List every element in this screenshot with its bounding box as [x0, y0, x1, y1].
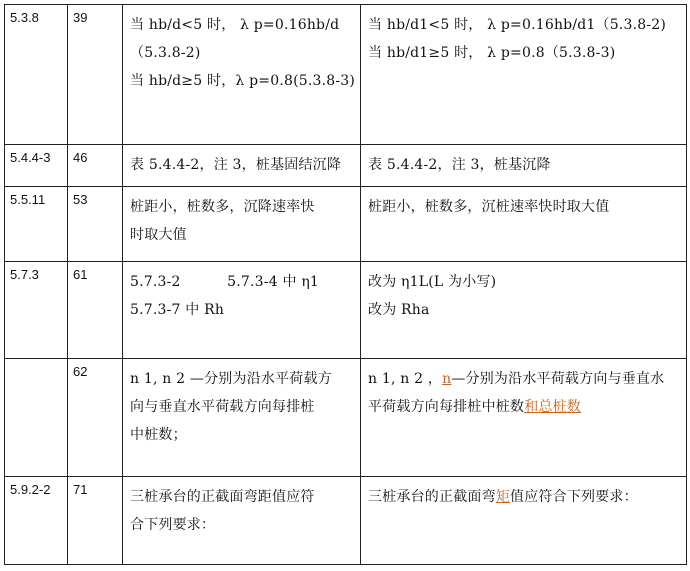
inserted-text: n — [442, 371, 452, 387]
clause-cell — [5, 359, 68, 477]
page-cell — [68, 477, 123, 565]
corrected-text-cell — [361, 359, 687, 477]
corrected-text: —分别为沿水平荷载方向与垂直水平荷载方向每排桩中桩数 — [368, 371, 665, 415]
table-row — [5, 187, 687, 262]
corrected-text-cell — [361, 262, 687, 359]
original-text-cell — [123, 477, 361, 565]
clause-number: 5.3.8 — [10, 10, 39, 25]
clause-cell — [5, 477, 68, 565]
corrected-text-cell — [361, 145, 687, 187]
original-text-cell — [123, 262, 361, 359]
clause-cell — [5, 145, 68, 187]
original-text-cell — [123, 187, 361, 262]
corrected-text-cell — [361, 187, 687, 262]
table-row — [5, 5, 687, 145]
page-cell — [68, 187, 123, 262]
clause-number: 5.5.11 — [10, 192, 46, 207]
original-line: 5.7.3-7 中 Rh — [130, 302, 225, 318]
corrected-text: 值应符合下列要求： — [510, 489, 638, 505]
page-number: 39 — [73, 10, 88, 25]
original-line: 中桩数； — [130, 427, 187, 443]
page-cell — [68, 359, 123, 477]
clause-number: 5.7.3 — [10, 267, 39, 282]
table-row — [5, 262, 687, 359]
clause-cell — [5, 5, 68, 145]
original-line: 时取大值 — [130, 227, 187, 243]
original-text-cell — [123, 359, 361, 477]
page-cell — [68, 145, 123, 187]
page-cell — [68, 262, 123, 359]
table-row — [5, 145, 687, 187]
page-number: 61 — [73, 267, 88, 282]
original-line: 桩距小，桩数多，沉降速率快 — [130, 199, 315, 215]
inserted-text: 矩 — [495, 489, 511, 505]
original-text-cell — [123, 5, 361, 145]
page-cell — [68, 5, 123, 145]
original-line: n 1, n 2 —分别为沿水平荷载方 — [130, 371, 332, 387]
original-line: 5.7.3-2 5.7.3-4 中 η1 — [130, 274, 320, 290]
page-number: 46 — [73, 150, 88, 165]
clause-number: 5.4.4-3 — [10, 150, 51, 165]
corrected-line: 改为 Rha — [368, 302, 430, 318]
corrected-line: 改为 η1L(L 为小写) — [368, 274, 497, 290]
corrected-text-cell — [361, 477, 687, 565]
original-line: 表 5.4.4-2，注 3，桩基固结沉降 — [130, 157, 342, 173]
clause-cell — [5, 187, 68, 262]
corrected-text: n 1, n 2 ， — [368, 371, 443, 387]
original-line: 三桩承台的正截面弯距值应符 — [130, 489, 315, 505]
clause-cell — [5, 262, 68, 359]
original-line: 合下列要求： — [130, 517, 216, 533]
original-line: （5.3.8-2) — [130, 45, 201, 61]
clause-number — [5, 359, 67, 364]
original-line: 向与垂直水平荷载方向每排桩 — [130, 399, 315, 415]
table-row — [5, 477, 687, 565]
corrected-line: 当 hb/d1≥5 时， λ p=0.8（5.3.8-3) — [368, 45, 616, 61]
corrected-text: 三桩承台的正截面弯 — [368, 489, 496, 505]
original-line: 当 hb/d<5 时， λ p=0.16hb/d — [130, 17, 340, 33]
corrected-line: 桩距小，桩数多，沉桩速率快时取大值 — [368, 199, 610, 215]
corrected-text-cell — [361, 5, 687, 145]
clause-number: 5.9.2-2 — [10, 482, 51, 497]
errata-table — [4, 4, 687, 565]
corrected-paragraph — [368, 483, 678, 511]
original-line: 当 hb/d≥5 时，λ p=0.8(5.3.8-3) — [130, 73, 356, 89]
inserted-text: 和总桩数 — [524, 399, 582, 415]
original-text-cell — [123, 145, 361, 187]
page-number: 53 — [73, 192, 88, 207]
corrected-line: 表 5.4.4-2，注 3，桩基沉降 — [368, 157, 551, 173]
page-number: 71 — [73, 482, 88, 497]
table-row — [5, 359, 687, 477]
corrected-paragraph — [368, 365, 678, 421]
corrected-line: 当 hb/d1<5 时， λ p=0.16hb/d1（5.3.8-2) — [368, 17, 667, 33]
page-number: 62 — [73, 364, 88, 379]
